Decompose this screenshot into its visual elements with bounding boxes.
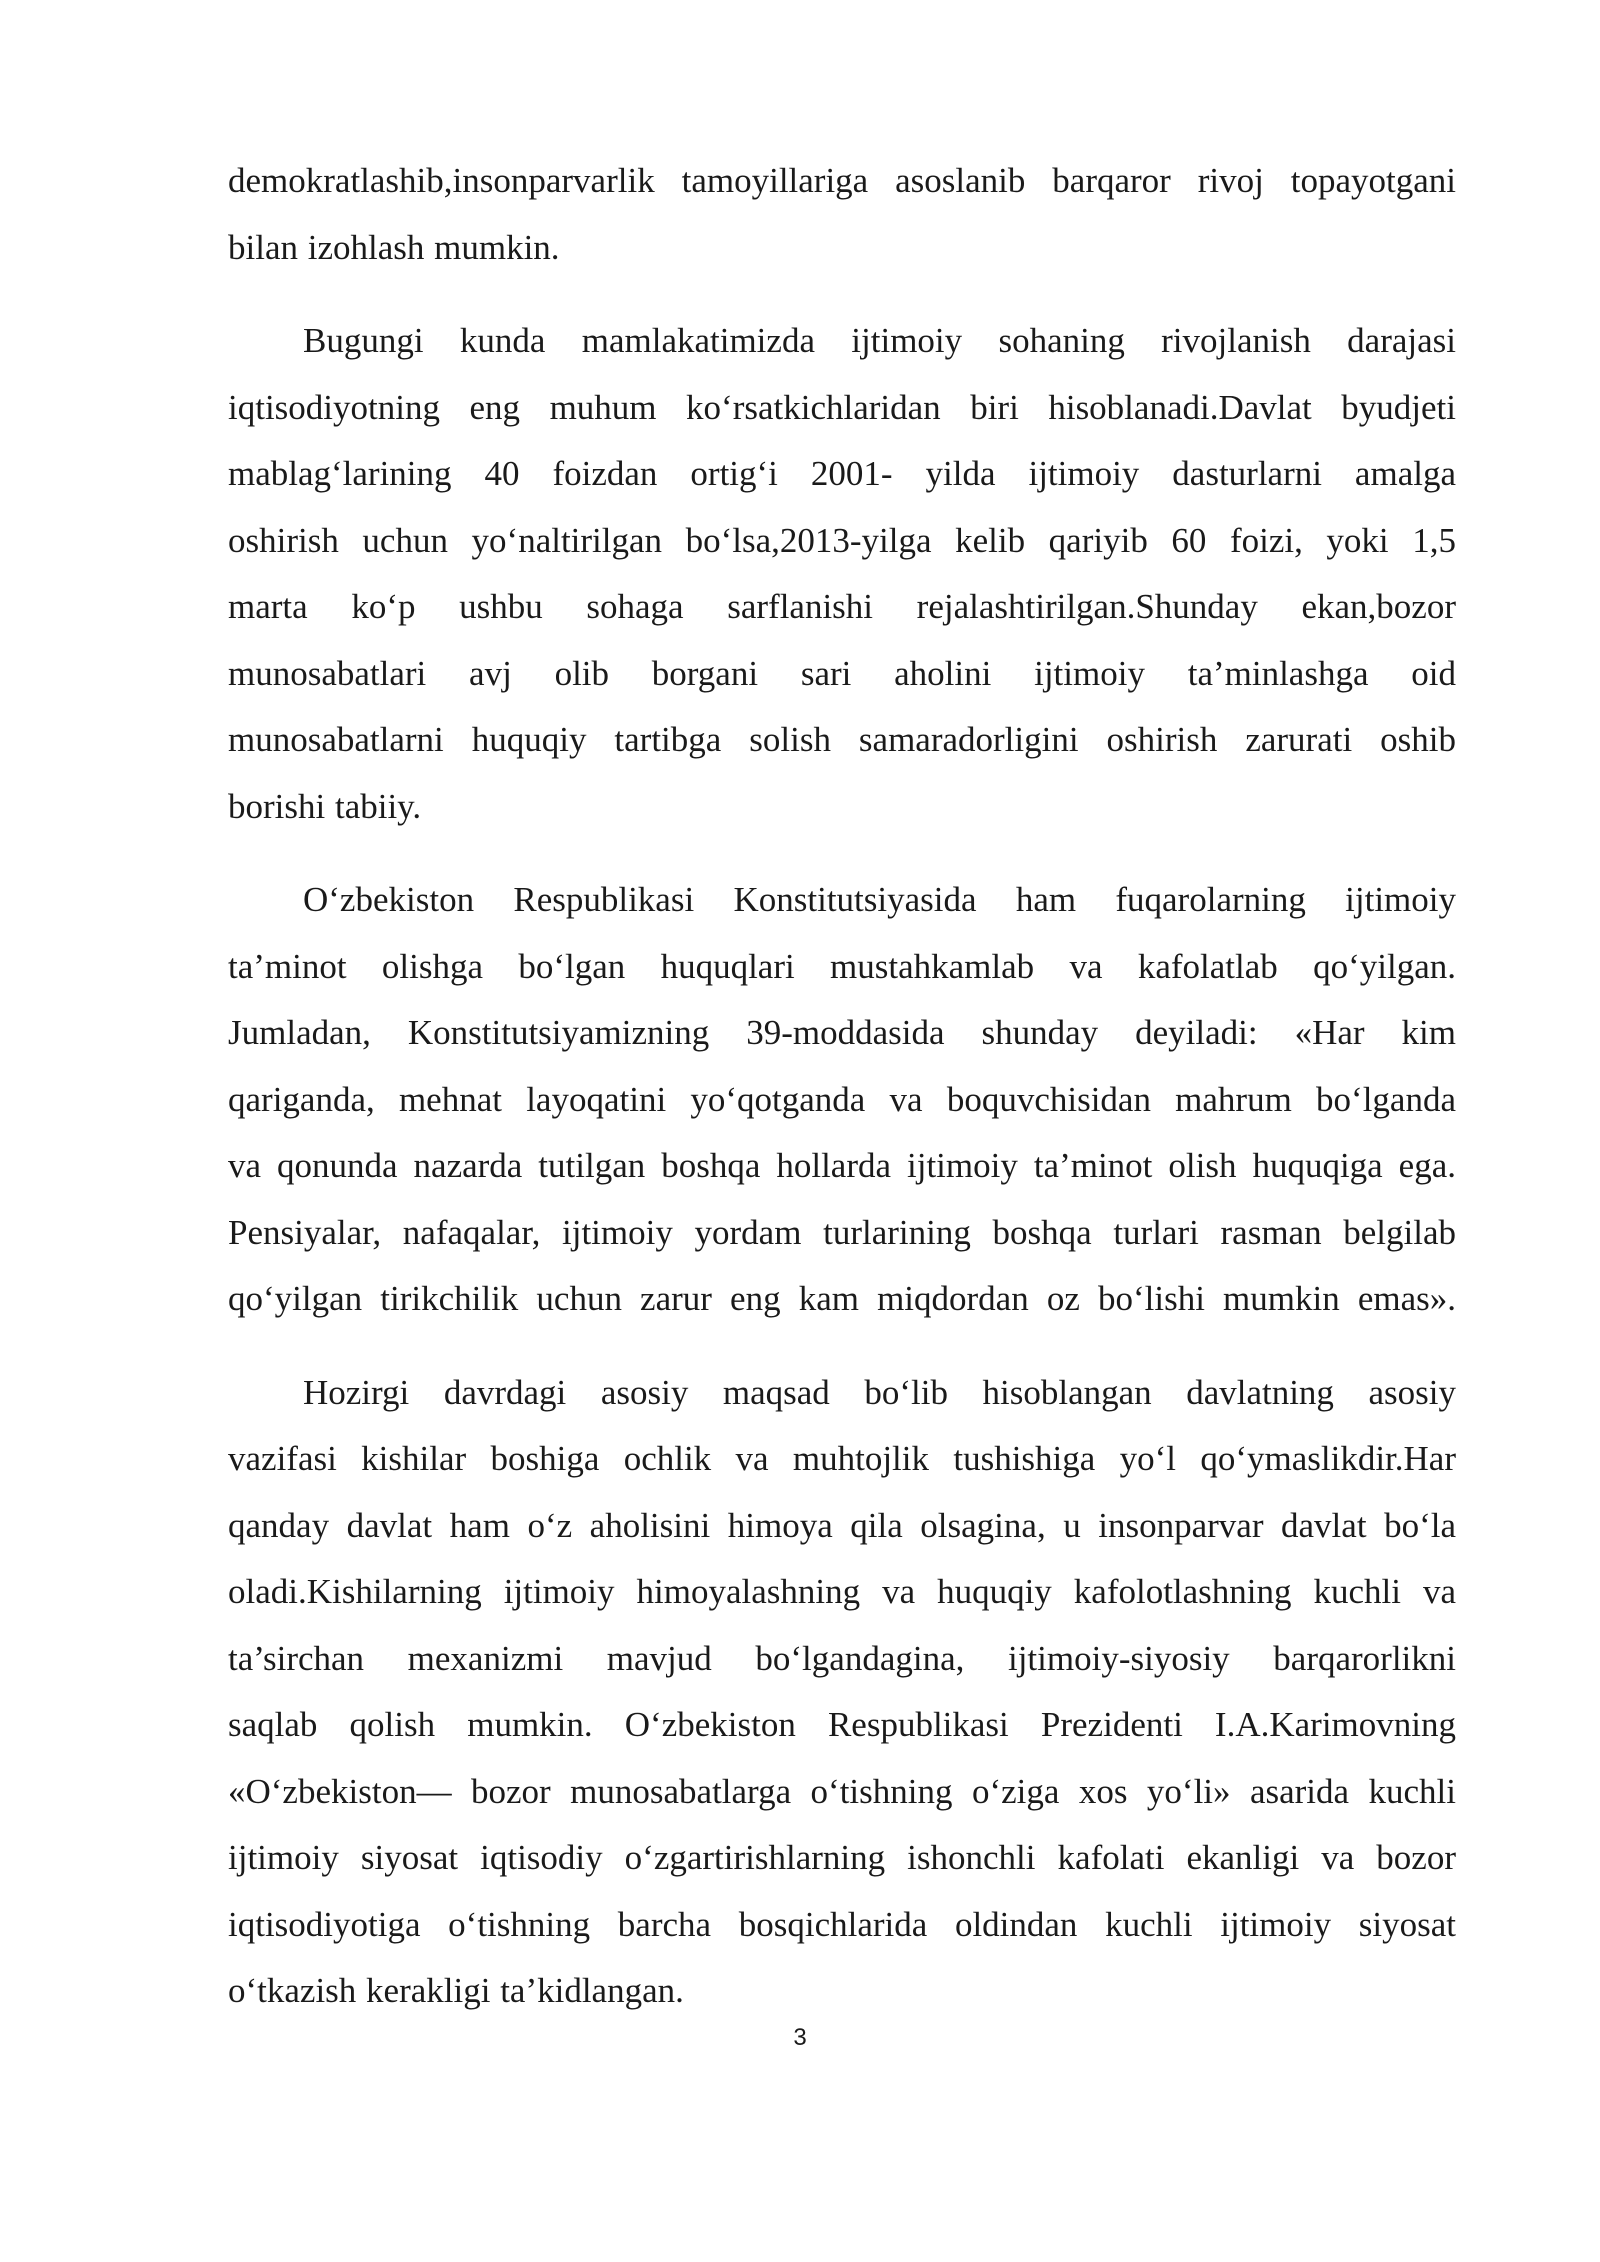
text-line: Bugungi kunda mamlakatimizda ijtimoiy sohaning rivojlanish darajasi [303, 321, 1456, 360]
text-line: ta’minot olishga bo‘lgan huquqlari mustahkamlab va kafolatlab qo‘yilgan. [228, 946, 1456, 986]
text-line: iqtisodiyotning eng muhum ko‘rsatkichlaridan biri hisoblanadi.Davlat byudjeti [228, 387, 1456, 427]
text-line: O‘zbekiston Respublikasi Konstitutsiyasida ham fuqarolarning ijtimoiy [303, 880, 1456, 919]
text-line: qanday davlat ham o‘z aholisini himoya qila olsagina, u insonparvar davlat bo‘la [228, 1505, 1456, 1545]
text-line: munosabatlari avj olib borgani sari aholini ijtimoiy ta’minlashga oid [228, 653, 1456, 693]
paragraph-state-task [228, 1360, 1456, 2025]
text-line: bilan izohlash mumkin. [228, 227, 560, 267]
text-line: Hozirgi davrdagi asosiy maqsad bo‘lib hisoblangan davlatning asosiy [303, 1372, 1456, 1412]
text-line: ijtimoiy siyosat iqtisodiy o‘zgartirishlarning ishonchli kafolati ekanligi va bozor [228, 1838, 1456, 1877]
text-line: qo‘yilgan tirikchilik uchun zarur eng kam miqdordan oz bo‘lishi mumkin emas». [228, 1279, 1456, 1318]
text-line: iqtisodiyotiga o‘tishning barcha bosqichlarida oldindan kuchli ijtimoiy siyosat [228, 1904, 1456, 1944]
paragraph-social-sphere [228, 308, 1456, 840]
text-line: vazifasi kishilar boshiga ochlik va muhtojlik tushishiga yo‘l qo‘ymaslikdir.Har [228, 1439, 1456, 1478]
text-line: oladi.Kishilarning ijtimoiy himoyalashning va huquqiy kafolotlashning kuchli va [228, 1572, 1456, 1611]
text-line: mablag‘larining 40 foizdan ortig‘i 2001- yilda ijtimoiy dasturlarni amalga [228, 454, 1456, 493]
text-line: ta’sirchan mexanizmi mavjud bo‘lgandagina, ijtimoiy-siyosiy barqarorlikni [228, 1638, 1456, 1678]
text-line: Jumladan, Konstitutsiyamizning 39-moddasida shunday deyiladi: «Har kim [228, 1013, 1456, 1052]
text-line: Pensiyalar, nafaqalar, ijtimoiy yordam turlarining boshqa turlari rasman belgilab [228, 1212, 1456, 1252]
text-line: o‘tkazish kerakligi ta’kidlangan. [228, 1971, 684, 2010]
text-line: borishi tabiiy. [228, 786, 422, 826]
text-line: demokratlashib,insonparvarlik tamoyillariga asoslanib barqaror rivoj topayotgani [228, 161, 1456, 200]
text-line: qariganda, mehnat layoqatini yo‘qotganda va boquvchisidan mahrum bo‘lganda [228, 1079, 1456, 1119]
text-line: marta ko‘p ushbu sohaga sarflanishi rejalashtirilgan.Shunday ekan,bozor [228, 587, 1456, 626]
document-body [228, 148, 1456, 2052]
text-line: saqlab qolish mumkin. O‘zbekiston Respublikasi Prezidenti I.A.Karimovning [228, 1705, 1456, 1744]
paragraph-continuation [228, 148, 1456, 281]
paragraph-constitution [228, 867, 1456, 1333]
text-line: «O‘zbekiston— bozor munosabatlarga o‘tishning o‘ziga xos yo‘li» asarida kuchli [228, 1771, 1456, 1811]
page-number: 3 [793, 2024, 807, 2051]
text-line: va qonunda nazarda tutilgan boshqa hollarda ijtimoiy ta’minot olish huquqiga ega. [228, 1146, 1456, 1185]
text-line: munosabatlarni huquqiy tartibga solish samaradorligini oshirish zarurati oshib [228, 720, 1456, 759]
text-line: oshirish uchun yo‘naltirilgan bo‘lsa,2013-yilga kelib qariyib 60 foizi, yoki 1,5 [228, 520, 1456, 560]
